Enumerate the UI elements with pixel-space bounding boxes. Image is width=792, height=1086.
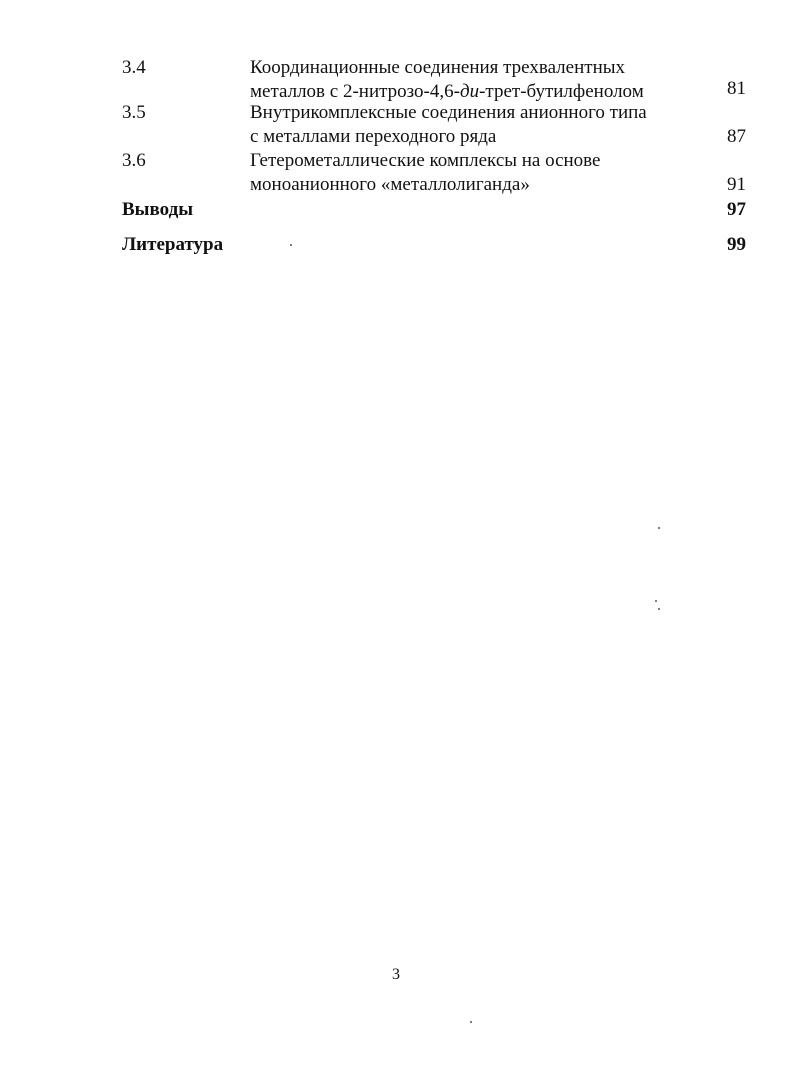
toc-entry-title: Литература (122, 234, 224, 255)
toc-entry-title-line1: Гетерометаллические комплексы на основе (250, 150, 601, 171)
toc-entry-number: 3.4 (122, 57, 146, 78)
toc-entry-title (250, 56, 715, 104)
toc-entry-title-line2-italic: ди (459, 81, 480, 102)
toc-entry-title (250, 149, 715, 197)
toc-entry-page: 99 (727, 234, 746, 255)
toc-entry-page: 97 (727, 199, 746, 220)
scan-speck (655, 600, 657, 602)
toc-entry-number: 3.6 (122, 150, 146, 171)
toc-entry-page: 91 (727, 174, 746, 195)
scan-speck (290, 244, 292, 246)
toc-entry-title (250, 101, 715, 149)
toc-entry-title-line2-part2: -трет-бутилфенолом (479, 81, 644, 102)
toc-entry-number: 3.5 (122, 102, 146, 123)
toc-entry-title-line1: Координационные соединения трехвалентных (250, 57, 625, 78)
scan-speck (470, 1021, 472, 1023)
toc-entry-page: 81 (727, 78, 746, 99)
toc-entry-title-line2: моноанионного «металлолиганда» (250, 174, 530, 195)
toc-entry-title-line2-part1: металлов с 2-нитрозо-4,6- (250, 81, 460, 102)
page-number: 3 (392, 966, 400, 983)
toc-entry-title-line1: Внутрикомплексные соединения анионного типа (250, 102, 647, 123)
scan-speck (658, 608, 660, 610)
toc-entry-page: 87 (727, 126, 746, 147)
toc-entry-title: Выводы (122, 199, 194, 220)
scan-speck (658, 527, 660, 529)
toc-entry-title-line2: с металлами переходного ряда (250, 126, 497, 147)
